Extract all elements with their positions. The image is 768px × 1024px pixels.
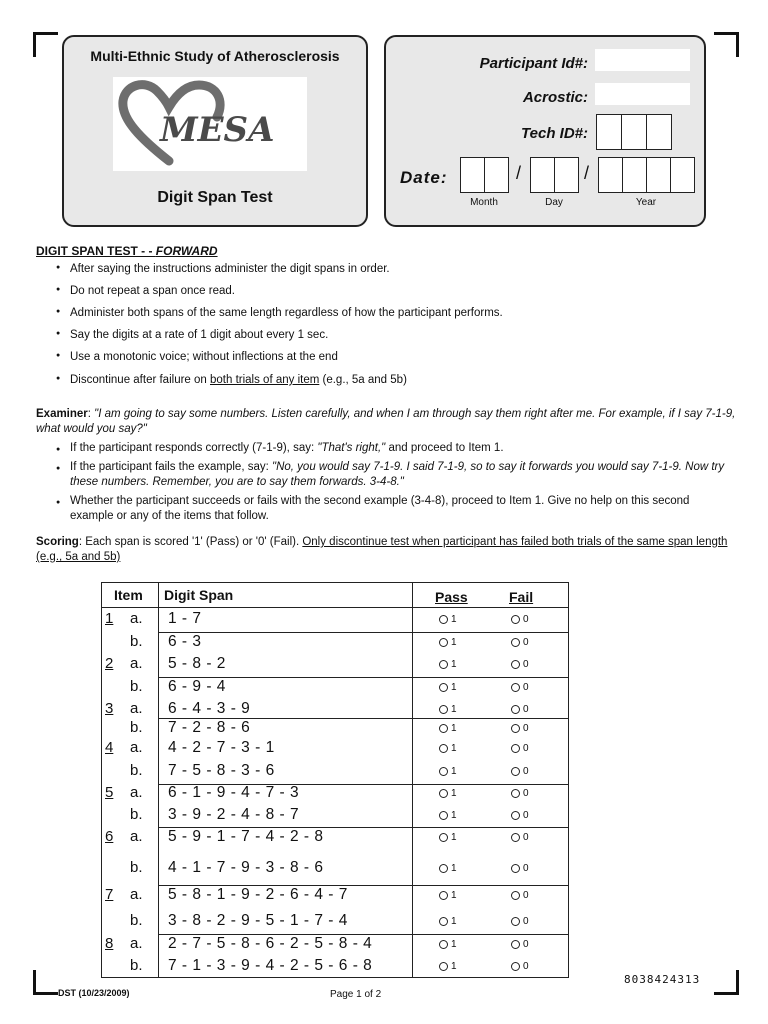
radio-circle-icon xyxy=(439,917,448,926)
item-number: 2 xyxy=(105,655,114,672)
pass-radio[interactable]: 1 xyxy=(439,916,457,927)
instruction-item: ● Administer both spans of the same length regardless of how the participant performs. xyxy=(56,307,503,329)
table-divider xyxy=(412,583,413,977)
registration-mark-bottom-right xyxy=(714,970,739,995)
fail-radio[interactable]: 0 xyxy=(511,961,529,972)
digit-span-sequence: 2 - 7 - 5 - 8 - 6 - 2 - 5 - 8 - 4 xyxy=(168,935,373,952)
trial-letter: b. xyxy=(130,678,143,695)
pass-radio[interactable]: 1 xyxy=(439,614,457,625)
pass-radio[interactable]: 1 xyxy=(439,682,457,693)
fail-radio[interactable]: 0 xyxy=(511,743,529,754)
radio-circle-icon xyxy=(511,833,520,842)
radio-circle-icon xyxy=(439,705,448,714)
trial-letter: a. xyxy=(130,828,143,845)
fail-radio[interactable]: 0 xyxy=(511,890,529,901)
date-separator: / xyxy=(584,163,590,183)
digit-span-sequence: 5 - 8 - 1 - 9 - 2 - 6 - 4 - 7 xyxy=(168,886,348,903)
date-separator: / xyxy=(516,163,522,183)
registration-mark-bottom-left xyxy=(33,970,58,995)
radio-circle-icon xyxy=(511,705,520,714)
trial-letter: a. xyxy=(130,886,143,903)
radio-circle-icon xyxy=(511,891,520,900)
digit-span-sequence: 7 - 1 - 3 - 9 - 4 - 2 - 5 - 6 - 8 xyxy=(168,957,373,974)
trial-letter: b. xyxy=(130,912,143,929)
trial-letter: b. xyxy=(130,859,143,876)
fail-radio[interactable]: 0 xyxy=(511,766,529,777)
examiner-bullet: ● If the participant responds correctly (7-1-9), say: "That's right," and proceed to Item 1. xyxy=(56,441,736,456)
examiner-bullet-list xyxy=(56,441,736,528)
pass-radio[interactable]: 1 xyxy=(439,723,457,734)
digit-span-sequence: 6 - 4 - 3 - 9 xyxy=(168,700,251,717)
form-code: DST (10/23/2009) xyxy=(58,988,130,998)
radio-circle-icon xyxy=(439,683,448,692)
pass-radio[interactable]: 1 xyxy=(439,832,457,843)
radio-circle-icon xyxy=(511,811,520,820)
radio-circle-icon xyxy=(439,833,448,842)
table-row-divider xyxy=(158,632,568,633)
radio-circle-icon xyxy=(511,864,520,873)
digit-span-sequence: 5 - 8 - 2 xyxy=(168,655,226,672)
date-label: Date: xyxy=(400,168,448,187)
pass-radio[interactable]: 1 xyxy=(439,637,457,648)
study-header-panel xyxy=(62,35,368,227)
radio-circle-icon xyxy=(439,767,448,776)
fail-radio[interactable]: 0 xyxy=(511,810,529,821)
radio-circle-icon xyxy=(511,683,520,692)
fail-radio[interactable]: 0 xyxy=(511,916,529,927)
digit-span-sequence: 6 - 9 - 4 xyxy=(168,678,226,695)
radio-circle-icon xyxy=(511,744,520,753)
radio-circle-icon xyxy=(439,864,448,873)
trial-letter: b. xyxy=(130,957,143,974)
item-number: 1 xyxy=(105,610,114,627)
section-title: DIGIT SPAN TEST - - FORWARD xyxy=(36,244,218,258)
item-number: 8 xyxy=(105,935,114,952)
pass-radio[interactable]: 1 xyxy=(439,890,457,901)
trial-letter: b. xyxy=(130,719,143,736)
pass-radio[interactable]: 1 xyxy=(439,961,457,972)
trial-letter: a. xyxy=(130,784,143,801)
month-field[interactable] xyxy=(460,157,509,193)
form-barcode-number: 8038424313 xyxy=(624,973,701,986)
digit-span-sequence: 1 - 7 xyxy=(168,610,202,627)
radio-circle-icon xyxy=(439,660,448,669)
digit-span-sequence: 4 - 1 - 7 - 9 - 3 - 8 - 6 xyxy=(168,859,324,876)
day-field[interactable] xyxy=(530,157,579,193)
item-number: 5 xyxy=(105,784,114,801)
fail-radio[interactable]: 0 xyxy=(511,704,529,715)
radio-circle-icon xyxy=(439,962,448,971)
examiner-script: Examiner: "I am going to say some numbers. Listen carefully, and when I am through say them right after me. For example, if I say 7-1-9, what would you say?" xyxy=(36,408,736,435)
item-number: 3 xyxy=(105,700,114,717)
pass-radio[interactable]: 1 xyxy=(439,704,457,715)
trial-letter: a. xyxy=(130,935,143,952)
tech-id-field[interactable] xyxy=(596,114,672,150)
item-number: 4 xyxy=(105,739,114,756)
fail-radio[interactable]: 0 xyxy=(511,682,529,693)
radio-circle-icon xyxy=(511,789,520,798)
radio-circle-icon xyxy=(439,940,448,949)
logo-wordmark: MESA xyxy=(160,110,275,150)
test-title: Digit Span Test xyxy=(157,189,273,206)
year-field[interactable] xyxy=(598,157,695,193)
pass-radio[interactable]: 1 xyxy=(439,659,457,670)
day-caption: Day xyxy=(545,197,563,208)
digit-span-sequence: 7 - 2 - 8 - 6 xyxy=(168,719,251,736)
radio-circle-icon xyxy=(511,660,520,669)
trial-letter: b. xyxy=(130,806,143,823)
study-name: Multi-Ethnic Study of Atherosclerosis xyxy=(90,48,340,64)
trial-letter: b. xyxy=(130,762,143,779)
instruction-item: ● Do not repeat a span once read. xyxy=(56,285,503,307)
tech-id-label: Tech ID#: xyxy=(521,125,588,142)
digit-span-sequence: 6 - 3 xyxy=(168,633,202,650)
examiner-bullet: ● If the participant fails the example, say: "No, you would say 7-1-9. I said 7-1-9, so to say it forwards you would say 7-1-9. Now try these numbers. Remember, you are to say them forwards. 3-4-8." xyxy=(56,460,736,490)
pass-radio[interactable]: 1 xyxy=(439,743,457,754)
month-caption: Month xyxy=(470,197,498,208)
digit-span-sequence: 4 - 2 - 7 - 3 - 1 xyxy=(168,739,275,756)
trial-letter: b. xyxy=(130,633,143,650)
fail-radio[interactable]: 0 xyxy=(511,939,529,950)
digit-span-sequence: 6 - 1 - 9 - 4 - 7 - 3 xyxy=(168,784,300,801)
fail-radio[interactable]: 0 xyxy=(511,723,529,734)
radio-circle-icon xyxy=(511,724,520,733)
fail-column-header: Fail xyxy=(509,589,534,605)
digit-span-sequence: 3 - 9 - 2 - 4 - 8 - 7 xyxy=(168,806,300,823)
trial-letter: a. xyxy=(130,610,143,627)
fail-radio[interactable]: 0 xyxy=(511,637,529,648)
item-number: 7 xyxy=(105,886,114,903)
trial-letter: a. xyxy=(130,739,143,756)
radio-circle-icon xyxy=(439,638,448,647)
radio-circle-icon xyxy=(439,811,448,820)
mesa-logo xyxy=(113,77,307,171)
pass-column-header: Pass xyxy=(435,589,468,605)
radio-circle-icon xyxy=(439,615,448,624)
instruction-item: ● Use a monotonic voice; without inflections at the end xyxy=(56,351,503,374)
trial-letter: a. xyxy=(130,700,143,717)
item-number: 6 xyxy=(105,828,114,845)
pass-radio[interactable]: 1 xyxy=(439,788,457,799)
radio-circle-icon xyxy=(511,767,520,776)
digit-span-sequence: 3 - 8 - 2 - 9 - 5 - 1 - 7 - 4 xyxy=(168,912,348,929)
radio-circle-icon xyxy=(511,638,520,647)
registration-mark-top-left xyxy=(33,32,58,57)
participant-id-label: Participant Id#: xyxy=(479,55,588,72)
pass-radio[interactable]: 1 xyxy=(439,810,457,821)
radio-circle-icon xyxy=(511,917,520,926)
fail-radio[interactable]: 0 xyxy=(511,659,529,670)
table-header-divider xyxy=(102,607,568,608)
pass-radio[interactable]: 1 xyxy=(439,766,457,777)
participant-id-panel xyxy=(384,35,706,227)
table-divider xyxy=(158,583,159,977)
instruction-item: ● Say the digits at a rate of 1 digit about every 1 sec. xyxy=(56,329,503,351)
fail-radio[interactable]: 0 xyxy=(511,614,529,625)
trial-letter: a. xyxy=(130,655,143,672)
registration-mark-top-right xyxy=(714,32,739,57)
fail-radio[interactable]: 0 xyxy=(511,863,529,874)
digit-span-score-table xyxy=(101,582,569,978)
instruction-list xyxy=(56,263,503,386)
examiner-bullet: ● Whether the participant succeeds or fails with the second example (3-4-8), proceed to Item 1. Give no help on this second example or any of the items that follow. xyxy=(56,494,736,524)
radio-circle-icon xyxy=(439,724,448,733)
item-column-header: Item xyxy=(114,587,143,603)
radio-circle-icon xyxy=(439,891,448,900)
acrostic-field[interactable] xyxy=(595,83,690,105)
fail-radio[interactable]: 0 xyxy=(511,788,529,799)
year-caption: Year xyxy=(635,197,657,208)
digit-span-sequence: 7 - 5 - 8 - 3 - 6 xyxy=(168,762,275,779)
scoring-note: Scoring: Each span is scored '1' (Pass) or '0' (Fail). Only discontinue test when participant has failed both trials of the same span length (e.g., 5a and 5b) xyxy=(36,536,728,563)
digit-span-column-header: Digit Span xyxy=(164,587,234,603)
fail-radio[interactable]: 0 xyxy=(511,832,529,843)
digit-span-sequence: 5 - 9 - 1 - 7 - 4 - 2 - 8 xyxy=(168,828,324,845)
acrostic-label: Acrostic: xyxy=(522,89,588,106)
radio-circle-icon xyxy=(439,744,448,753)
instruction-item: ● Discontinue after failure on both trials of any item (e.g., 5a and 5b) xyxy=(56,374,503,386)
radio-circle-icon xyxy=(511,615,520,624)
page-number: Page 1 of 2 xyxy=(330,989,382,1000)
radio-circle-icon xyxy=(439,789,448,798)
radio-circle-icon xyxy=(511,940,520,949)
instruction-item: ● After saying the instructions administer the digit spans in order. xyxy=(56,263,503,285)
radio-circle-icon xyxy=(511,962,520,971)
pass-radio[interactable]: 1 xyxy=(439,863,457,874)
participant-id-field[interactable] xyxy=(595,49,690,71)
pass-radio[interactable]: 1 xyxy=(439,939,457,950)
